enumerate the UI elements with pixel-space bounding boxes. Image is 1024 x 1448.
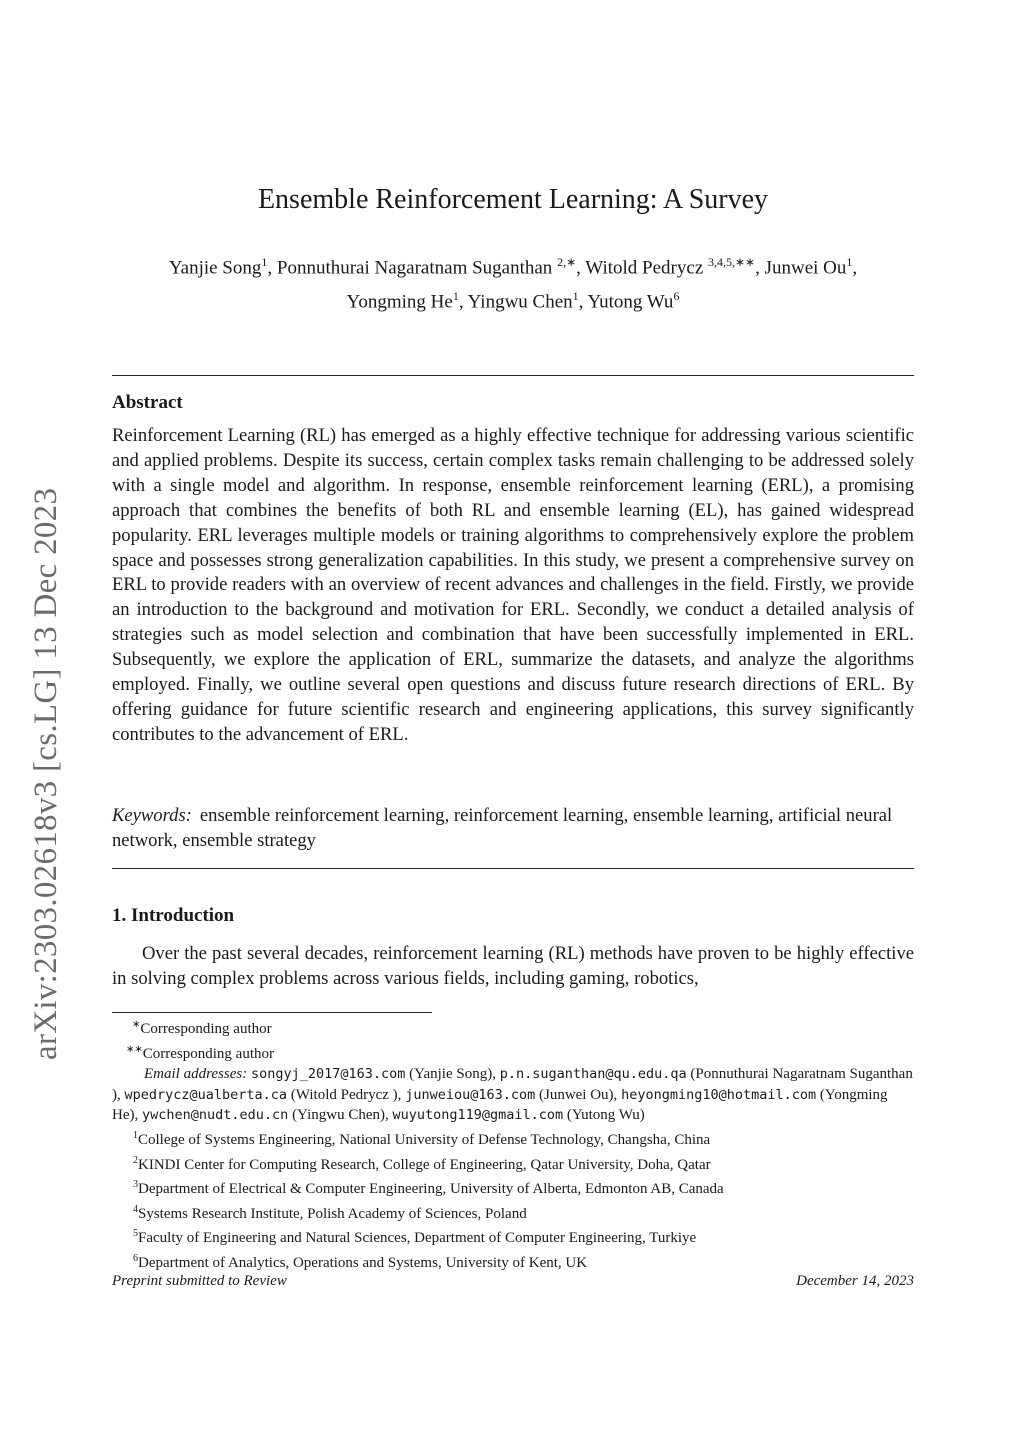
affiliation-mark: 3 xyxy=(133,1179,138,1191)
email-link[interactable]: wpedrycz@ualberta.ca xyxy=(124,1086,288,1103)
affiliation-5 xyxy=(112,1224,914,1249)
email-link[interactable]: ywchen@nudt.edu.cn xyxy=(142,1107,289,1124)
section-heading-introduction: 1. Introduction xyxy=(112,905,235,926)
email-owner: (Yingwu Chen), xyxy=(292,1107,389,1124)
author-affiliation-mark: 1 xyxy=(572,289,579,304)
affiliation-6 xyxy=(112,1249,914,1274)
footer-date: December 14, 2023 xyxy=(796,1273,914,1289)
author-name: Ponnuthurai Nagaratnam Suganthan xyxy=(276,257,553,279)
affiliation-text: Department of Analytics, Operations and Systems, University of Kent, UK xyxy=(138,1254,588,1271)
author-list xyxy=(112,248,914,317)
author-affiliation-mark: 3,4,5,∗∗ xyxy=(708,255,756,269)
email-link[interactable]: heyongming10@hotmail.com xyxy=(621,1086,817,1103)
author-name: Witold Pedrycz xyxy=(585,257,704,279)
email-link[interactable]: wuyutong119@gmail.com xyxy=(392,1107,564,1124)
footnote-corresponding-1 xyxy=(112,1015,914,1040)
affiliation-3 xyxy=(112,1175,914,1200)
footnote-text: Corresponding author xyxy=(140,1021,272,1037)
email-label: Email addresses: xyxy=(144,1066,248,1083)
footnote-text: Corresponding author xyxy=(142,1045,274,1062)
email-owner: (Yongming He), xyxy=(112,1086,888,1124)
affiliation-2 xyxy=(112,1151,914,1176)
email-owner: (Yanjie Song), xyxy=(409,1066,496,1083)
affiliation-1 xyxy=(112,1126,914,1151)
author-affiliation-mark: 1 xyxy=(452,289,459,304)
affiliation-text: Faculty of Engineering and Natural Sciences, Department of Computer Engineering, Turkiye xyxy=(138,1230,697,1247)
keywords-text: ensemble reinforcement learning, reinforcement learning, ensemble learning, artificial neural network, ensemble strategy xyxy=(112,805,893,851)
footnotes xyxy=(112,1015,914,1274)
affiliation-text: Systems Research Institute, Polish Academy of Sciences, Poland xyxy=(138,1205,527,1222)
email-owner: (Witold Pedrycz ), xyxy=(290,1086,402,1103)
arxiv-identifier-stamp: arXiv:2303.02618v3 [cs.LG] 13 Dec 2023 xyxy=(28,487,64,1060)
author-name: Yutong Wu xyxy=(587,291,674,313)
abstract-top-rule xyxy=(112,375,914,376)
abstract-bottom-rule xyxy=(112,868,914,869)
footnote-mark: ∗ xyxy=(132,1019,141,1030)
affiliation-text: KINDI Center for Computing Research, College of Engineering, Qatar University, Doha, Qatar xyxy=(138,1156,711,1173)
author-affiliation-mark: 1 xyxy=(846,255,853,269)
footnote-corresponding-2 xyxy=(112,1040,914,1065)
author-affiliation-mark: 6 xyxy=(673,289,680,304)
keywords xyxy=(112,804,914,854)
author-line-1: Yanjie Song$^1$, Ponnuthurai Nagaratnam Suganthan $^{2,∗}$, Witold Pedrycz $^{3,4,5,∗∗}$, Junwei Ou$^1$, xyxy=(168,255,858,279)
footnote-rule xyxy=(112,1012,432,1013)
email-addresses xyxy=(112,1064,914,1126)
keywords-label: Keywords: xyxy=(112,805,192,826)
footer-preprint-note: Preprint submitted to Review xyxy=(112,1273,287,1289)
author-name: Yanjie Song xyxy=(168,257,262,279)
affiliation-mark: 1 xyxy=(133,1129,138,1141)
email-link[interactable]: p.n.suganthan@qu.edu.qa xyxy=(499,1066,687,1083)
paper-title: Ensemble Reinforcement Learning: A Survey xyxy=(257,184,769,215)
introduction-paragraph: Over the past several decades, reinforcement learning (RL) methods have proven to be highly effective in solving complex problems across various fields, including gaming, robotics, xyxy=(112,943,914,989)
affiliation-mark: 5 xyxy=(133,1228,138,1240)
author-affiliation-mark: 2,∗ xyxy=(557,255,577,269)
author-affiliation-mark: 1 xyxy=(261,255,268,269)
affiliation-text: College of Systems Engineering, National University of Defense Technology, Changsha, China xyxy=(138,1131,711,1148)
abstract-text: Reinforcement Learning (RL) has emerged as a highly effective technique for addressing various scientific and applied problems. Despite its success, certain complex tasks remain challenging to be addressed solely with a single model and algorithm. In response, ensemble reinforcement learning (ERL), a promising approach that combines the benefits of both RL and ensemble learning (EL), has gained widespread popularity. ERL leverages multiple models or training algorithms to comprehensively explore the problem space and possesses strong generalization capabilities. In this study, we present a comprehensive survey on ERL to provide readers with an overview of recent advances and challenges in the field. Firstly, we provide an introduction to the background and motivation for ERL. Secondly, we conduct a detailed analysis of strategies such as model selection and combination that have been successfully implemented in ERL. Subsequently, we explore the application of ERL, summarize the datasets, and analyze the algorithms employed. Finally, we outline several open questions and discuss future research directions of ERL. By offering guidance for future scientific research and engineering applications, this survey significantly contributes to the advancement of ERL. xyxy=(112,425,914,745)
affiliation-text: Department of Electrical & Computer Engineering, University of Alberta, Edmonton AB, Canada xyxy=(138,1181,724,1198)
author-name: Yongming He xyxy=(346,291,453,313)
abstract-heading: Abstract xyxy=(112,392,183,413)
email-owner: (Yutong Wu) xyxy=(566,1107,645,1124)
affiliation-mark: 4 xyxy=(133,1203,138,1215)
affiliation-mark: 6 xyxy=(133,1252,138,1264)
author-name: Junwei Ou xyxy=(764,257,847,279)
affiliation-mark: 2 xyxy=(133,1154,138,1166)
footnote-mark: ∗∗ xyxy=(126,1043,143,1055)
author-name: Yingwu Chen xyxy=(467,291,573,313)
author-line-2: Yongming He$^1$, Yingwu Chen$^1$, Yutong Wu$^6$ xyxy=(346,289,680,313)
email-owner: (Ponnuthurai Nagaratnam Suganthan ), xyxy=(112,1066,913,1103)
affiliation-4 xyxy=(112,1200,914,1225)
email-owner: (Junwei Ou), xyxy=(538,1086,618,1103)
email-link[interactable]: junweiou@163.com xyxy=(405,1086,536,1103)
email-link[interactable]: songyj_2017@163.com xyxy=(250,1066,406,1083)
